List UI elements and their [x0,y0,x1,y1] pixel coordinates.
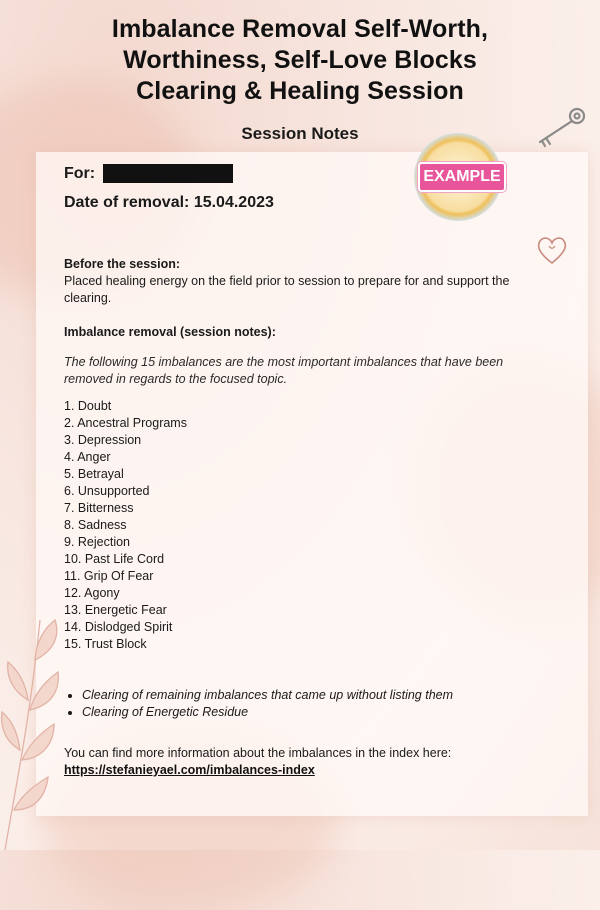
list-item: 4. Anger [64,450,111,464]
list-item: 15. Trust Block [64,637,147,651]
title-line: Clearing & Healing Session [136,77,464,105]
list-item: 1. Doubt [64,399,112,413]
title-line: Worthiness, Self-Love Blocks [123,46,477,74]
page-title [0,14,600,107]
title-line: Imbalance Removal Self-Worth, [111,15,489,43]
bullet-item: • Clearing of remaining imbalances that came up without listing them [82,687,544,704]
key-icon [532,104,590,152]
list-item: 3. Depression [64,433,142,447]
list-item: 2. Ancestral Programs [64,416,187,430]
page-subtitle: Session Notes [241,124,359,143]
intro-text: The following 15 imbalances are the most important imbalances that have been removed in regards to the focused topic. [64,355,504,386]
example-badge: EXAMPLE [418,162,506,192]
list-item: 14. Dislodged Spirit [64,620,173,634]
imbalances-index-link[interactable]: https://stefanieyael.com/imbalances-index [64,763,315,777]
before-heading: Before the session: [64,257,181,271]
extra-clearings [64,687,544,721]
list-item: 6. Unsupported [64,484,150,498]
list-item: 13. Energetic Fear [64,603,167,617]
list-item: 9. Rejection [64,535,131,549]
footer-text: You can find more information about the imbalances in the index here: [64,746,452,760]
for-label: For: [64,164,96,182]
list-item: 10. Past Life Cord [64,552,165,566]
bullet-item: • Clearing of Energetic Residue [82,704,544,721]
list-item: 12. Agony [64,586,120,600]
removal-date: Date of removal: 15.04.2023 [64,194,274,211]
list-item: 11. Grip Of Fear [64,569,154,583]
leaf-branch-icon [0,600,70,850]
before-text: Placed healing energy on the field prior to session to prepare for and support the clearing. [64,274,510,305]
removal-heading: Imbalance removal (session notes): [64,325,276,339]
list-item: 5. Betrayal [64,467,124,481]
session-content [64,256,544,779]
client-row [64,164,233,183]
list-item: 8. Sadness [64,518,127,532]
redacted-name [103,164,233,183]
list-item: 7. Bitterness [64,501,134,515]
imbalance-list [64,398,544,653]
